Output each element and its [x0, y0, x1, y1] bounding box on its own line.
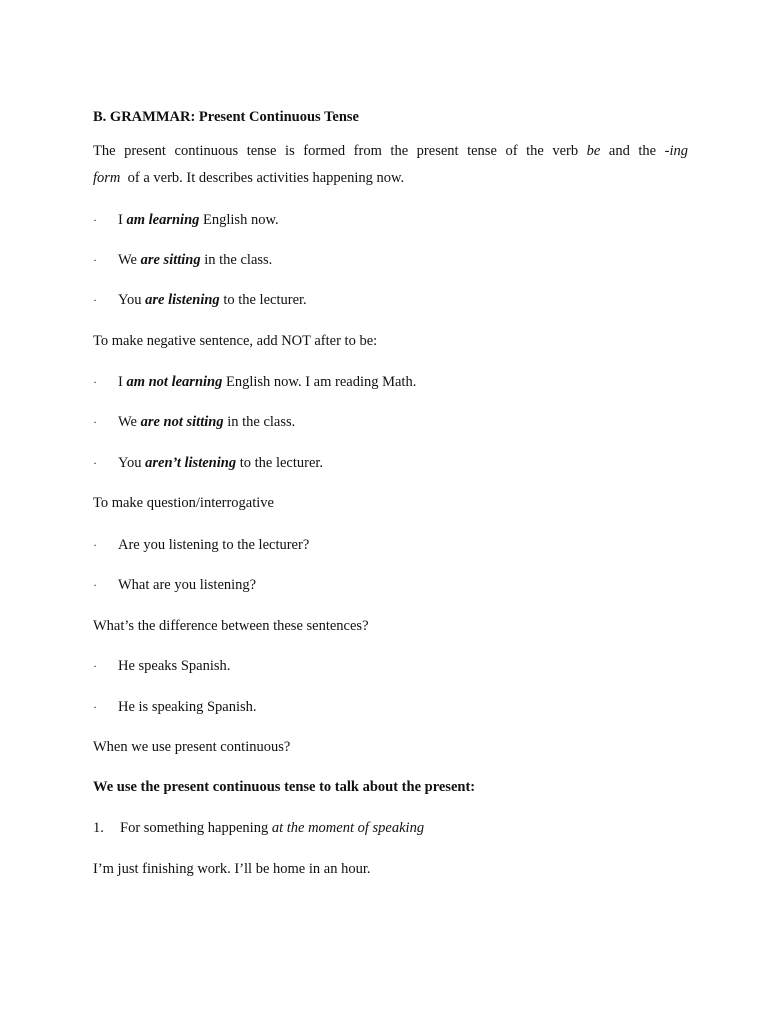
bullet-dot: · [93, 293, 97, 307]
question-intro: To make question/interrogative [93, 495, 274, 511]
affirmative-example-1: I am learning English now. [118, 212, 279, 228]
bullet-dot: · [93, 578, 97, 592]
difference-example-1: He speaks Spanish. [118, 658, 231, 674]
bullet-dot: · [93, 700, 97, 714]
list-number: 1. [93, 820, 104, 836]
difference-example-2: He is speaking Spanish. [118, 699, 257, 715]
when-question: When we use present continuous? [93, 739, 291, 755]
negative-example-3: You aren’t listening to the lecturer. [118, 455, 324, 471]
intro-line-1: The present continuous tense is formed from the present tense of the verb be and the -ing [93, 143, 688, 159]
bullet-dot: · [93, 415, 97, 429]
negative-intro: To make negative sentence, add NOT after to be: [93, 333, 378, 349]
intro-line-2: form of a verb. It describes activities happening now. [93, 170, 405, 186]
bullet-dot: · [93, 253, 97, 267]
bullet-dot: · [93, 375, 97, 389]
difference-question: What’s the difference between these sentences? [93, 618, 369, 634]
use-heading: We use the present continuous tense to talk about the present: [93, 779, 476, 795]
use-item-1: For something happening at the moment of speaking [120, 820, 425, 836]
bullet-dot: · [93, 659, 97, 673]
affirmative-example-2: We are sitting in the class. [118, 252, 273, 268]
bullet-dot: · [93, 538, 97, 552]
example-sentence-1: I’m just finishing work. I’ll be home in an hour. [93, 861, 371, 877]
bullet-dot: · [93, 213, 97, 227]
question-example-1: Are you listening to the lecturer? [118, 537, 310, 553]
negative-example-1: I am not learning English now. I am reading Math. [118, 374, 417, 390]
bullet-dot: · [93, 456, 97, 470]
section-heading: B. GRAMMAR: Present Continuous Tense [93, 109, 359, 125]
question-example-2: What are you listening? [118, 577, 257, 593]
affirmative-example-3: You are listening to the lecturer. [118, 292, 307, 308]
negative-example-2: We are not sitting in the class. [118, 414, 296, 430]
